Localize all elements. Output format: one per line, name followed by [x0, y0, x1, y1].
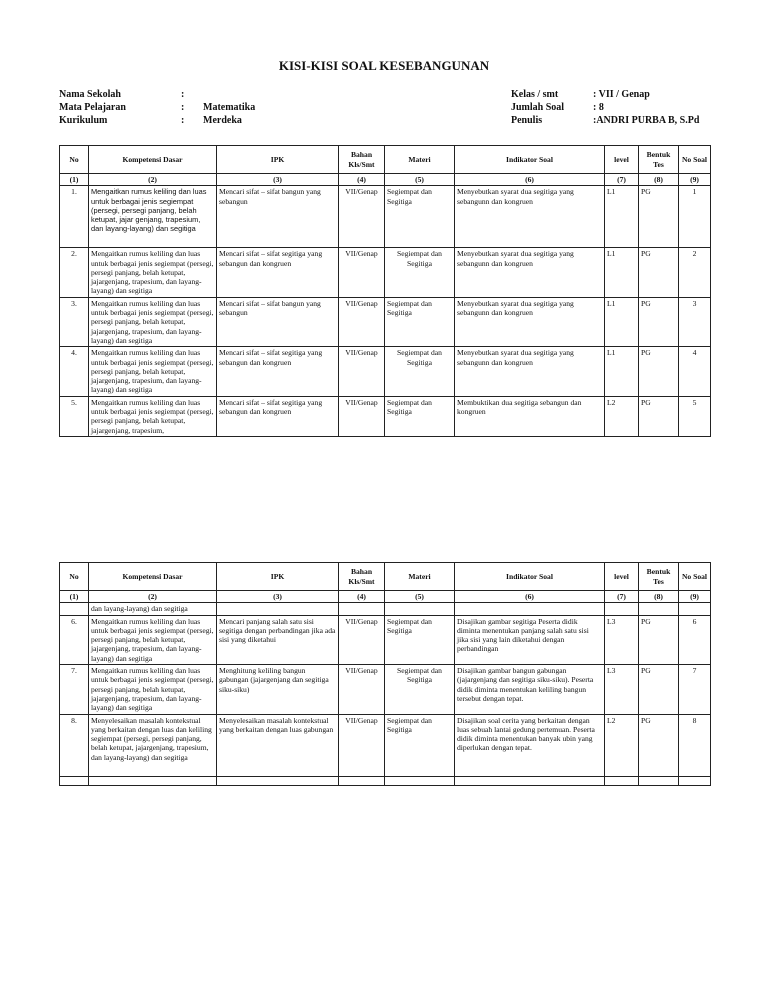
cell-materi: Segiempat dan Segitiga — [385, 615, 455, 664]
cell-bentuk-tes: PG — [639, 665, 679, 714]
column-number-7: (7) — [605, 591, 639, 603]
table-row — [60, 665, 711, 714]
cell-kompetensi-dasar: Mengaitkan rumus keliling dan luas untuk berbagai jenis segiempat (persegi, persegi panjang, belah ketupat, jajar genjang, trapesium, dan layang-layang) dan segitiga — [89, 186, 217, 248]
cell-level: L1 — [605, 297, 639, 346]
cell-bahan: VII/Genap — [339, 186, 385, 248]
cell-bentuk-tes: PG — [639, 615, 679, 664]
cell-kompetensi-dasar: Mengaitkan rumus keliling dan luas untuk berbagai jenis segiempat (persegi, persegi panjang, belah ketupat, jajargenjang, trapesium, dan layang-layang) dan segitiga — [89, 248, 217, 297]
cell-kompetensi-dasar: Mengaitkan rumus keliling dan luas untuk berbagai jenis segiempat (persegi, persegi panjang, belah ketupat, jajargenjang, trapesium, — [89, 396, 217, 436]
cell-indikator-soal: Menyebutkan syarat dua segitiga yang sebangunn dan kongruen — [455, 347, 605, 396]
cell-ipk: Mencari sifat – sifat bangun yang sebangun — [217, 297, 339, 346]
column-number-row — [60, 591, 711, 603]
header-indikator-soal: Indikator Soal — [455, 146, 605, 174]
cell-continuation — [455, 603, 605, 615]
cell-continuation — [339, 603, 385, 615]
cell-indikator-soal: Disajikan gambar bangun gabungan (jajargenjang dan segitiga siku-siku). Peserta didik diminta menentukan keliling bangun tersebut dengan tepat. — [455, 665, 605, 714]
cell-no-soal: 1 — [679, 186, 711, 248]
info-value: Merdeka — [203, 115, 242, 126]
info-row-kelas — [511, 88, 699, 101]
cell-materi: Segiempat dan Segitiga — [385, 396, 455, 436]
cell-empty — [639, 776, 679, 785]
cell-level: L1 — [605, 186, 639, 248]
cell-ipk: Menghitung keliling bangun gabungan (jajargenjang dan segitiga siku-siku) — [217, 665, 339, 714]
column-number-8: (8) — [639, 591, 679, 603]
cell-indikator-soal: Disajikan soal cerita yang berkaitan dengan luas sebuah lantai gedung pertemuan. Peserta didik diminta menentukan banyak ubin yang diperlukan dengan tepat. — [455, 714, 605, 776]
cell-empty — [455, 776, 605, 785]
cell-bahan: VII/Genap — [339, 665, 385, 714]
cell-empty — [385, 776, 455, 785]
cell-empty — [60, 776, 89, 785]
header-indikator-soal: Indikator Soal — [455, 563, 605, 591]
cell-ipk: Mencari sifat – sifat segitiga yang sebangun dan kongruen — [217, 248, 339, 297]
cell-bentuk-tes: PG — [639, 714, 679, 776]
column-number-2: (2) — [89, 591, 217, 603]
cell-level: L2 — [605, 396, 639, 436]
table-row-continuation — [60, 603, 711, 615]
column-number-6: (6) — [455, 174, 605, 186]
table-row — [60, 186, 711, 248]
cell-no-soal: 7 — [679, 665, 711, 714]
table-row — [60, 714, 711, 776]
info-label: Nama Sekolah — [59, 89, 121, 100]
cell-bentuk-tes: PG — [639, 396, 679, 436]
cell-continuation — [679, 603, 711, 615]
info-label: Kurikulum — [59, 115, 108, 126]
cell-continuation — [605, 603, 639, 615]
cell-indikator-soal: Membuktikan dua segitiga sebangun dan kongruen — [455, 396, 605, 436]
cell-materi: Segiempat dan Segitiga — [385, 297, 455, 346]
cell-no: 4. — [60, 347, 89, 396]
page-title: KISI-KISI SOAL KESEBANGUNAN — [278, 58, 490, 73]
header-no: No — [60, 146, 89, 174]
cell-indikator-soal: Menyebutkan syarat dua segitiga yang sebangunn dan kongruen — [455, 248, 605, 297]
info-label: Penulis — [511, 115, 543, 126]
header-bentuk-tes: Bentuk Tes — [639, 563, 679, 591]
cell-no-soal: 8 — [679, 714, 711, 776]
cell-bahan: VII/Genap — [339, 248, 385, 297]
column-number-2: (2) — [89, 174, 217, 186]
column-number-5: (5) — [385, 591, 455, 603]
cell-no: 1. — [60, 186, 89, 248]
kisi-kisi-table-page-1 — [59, 145, 711, 437]
cell-bahan: VII/Genap — [339, 297, 385, 346]
cell-no: 2. — [60, 248, 89, 297]
cell-materi: Segiempat dan Segitiga — [385, 347, 455, 396]
kisi-kisi-table-page-2 — [59, 562, 711, 786]
cell-materi: Segiempat dan Segitiga — [385, 714, 455, 776]
header-no-soal: No Soal — [679, 563, 711, 591]
cell-no: 5. — [60, 396, 89, 436]
header-kompetensi-dasar: Kompetensi Dasar — [89, 146, 217, 174]
column-number-1: (1) — [60, 174, 89, 186]
cell-level: L1 — [605, 248, 639, 297]
column-number-3: (3) — [217, 591, 339, 603]
info-row-sekolah — [59, 88, 323, 101]
table-row — [60, 347, 711, 396]
info-row-jumlah — [511, 101, 699, 114]
cell-empty — [339, 776, 385, 785]
table-row-empty — [60, 776, 711, 785]
header-materi: Materi — [385, 563, 455, 591]
info-colon: : — [181, 102, 185, 113]
cell-no-soal: 5 — [679, 396, 711, 436]
cell-kompetensi-dasar: Mengaitkan rumus keliling dan luas untuk berbagai jenis segiempat (persegi, persegi panjang, belah ketupat, jajargenjang, trapesium, dan layang-layang) dan segitiga — [89, 615, 217, 664]
cell-indikator-soal: Menyebutkan syarat dua segitiga yang sebangunn dan kongruen — [455, 297, 605, 346]
cell-kompetensi-dasar: Menyelesaikan masalah kontekstual yang berkaitan dengan luas dan keliling segiempat (persegi, persegi panjang, belah ketupat, jajargenjang, trapesium, dan layang-layang) dan segitiga — [89, 714, 217, 776]
cell-no: 6. — [60, 615, 89, 664]
header-materi: Materi — [385, 146, 455, 174]
cell-ipk: Mencari panjang salah satu sisi segitiga dengan perbandingan jika ada sisi yang diketahui — [217, 615, 339, 664]
info-row-mapel — [59, 101, 323, 114]
header-no-soal: No Soal — [679, 146, 711, 174]
column-number-7: (7) — [605, 174, 639, 186]
info-colon: : — [181, 115, 185, 126]
header-no: No — [60, 563, 89, 591]
header-level: level — [605, 563, 639, 591]
table-header-row — [60, 563, 711, 591]
table-row — [60, 297, 711, 346]
cell-continuation — [385, 603, 455, 615]
cell-bahan: VII/Genap — [339, 347, 385, 396]
cell-no: 3. — [60, 297, 89, 346]
column-number-3: (3) — [217, 174, 339, 186]
cell-continuation — [217, 603, 339, 615]
column-number-6: (6) — [455, 591, 605, 603]
cell-no-soal: 6 — [679, 615, 711, 664]
cell-bahan: VII/Genap — [339, 615, 385, 664]
column-number-row — [60, 174, 711, 186]
cell-kompetensi-dasar: Mengaitkan rumus keliling dan luas untuk berbagai jenis segiempat (persegi, persegi panjang, belah ketupat, jajargenjang, trapesium, dan layang-layang) dan segitiga — [89, 297, 217, 346]
cell-continuation — [60, 603, 89, 615]
cell-empty — [605, 776, 639, 785]
cell-continuation — [639, 603, 679, 615]
header-level: level — [605, 146, 639, 174]
cell-no-soal: 4 — [679, 347, 711, 396]
cell-ipk: Mencari sifat – sifat segitiga yang sebangun dan kongruen — [217, 347, 339, 396]
cell-bentuk-tes: PG — [639, 297, 679, 346]
document-info-right — [511, 88, 699, 127]
info-colon: : — [181, 89, 185, 100]
info-label: Jumlah Soal — [511, 102, 565, 113]
cell-bentuk-tes: PG — [639, 347, 679, 396]
cell-continuation: dan layang-layang) dan segitiga — [89, 603, 217, 615]
cell-level: L3 — [605, 665, 639, 714]
column-number-5: (5) — [385, 174, 455, 186]
cell-empty — [679, 776, 711, 785]
cell-ipk: Mencari sifat – sifat segitiga yang sebangun dan kongruen — [217, 396, 339, 436]
info-row-penulis — [511, 114, 699, 127]
cell-bentuk-tes: PG — [639, 186, 679, 248]
cell-no: 8. — [60, 714, 89, 776]
cell-no: 7. — [60, 665, 89, 714]
cell-no-soal: 2 — [679, 248, 711, 297]
cell-no-soal: 3 — [679, 297, 711, 346]
header-bahan: Bahan Kls/Smt — [339, 146, 385, 174]
info-value — [203, 88, 323, 101]
header-bentuk-tes: Bentuk Tes — [639, 146, 679, 174]
info-value: Matematika — [203, 102, 256, 113]
info-value: : VII / Genap — [593, 89, 650, 100]
cell-materi: Segiempat dan Segitiga — [385, 665, 455, 714]
info-label: Kelas / smt — [511, 89, 559, 100]
cell-bentuk-tes: PG — [639, 248, 679, 297]
cell-bahan: VII/Genap — [339, 396, 385, 436]
table-row — [60, 615, 711, 664]
cell-kompetensi-dasar: Mengaitkan rumus keliling dan luas untuk berbagai jenis segiempat (persegi, persegi panjang, belah ketupat, jajargenjang, trapesium, dan layang-layang) dan segitiga — [89, 665, 217, 714]
cell-indikator-soal: Disajikan gambar segitiga Peserta didik diminta menentukan panjang salah satu sisi jika sisi yang lain diketahui dengan perbandingan — [455, 615, 605, 664]
info-value: :ANDRI PURBA B, S.Pd — [593, 115, 700, 126]
table-row — [60, 396, 711, 436]
table-row — [60, 248, 711, 297]
cell-ipk: Mencari sifat – sifat bangun yang sebangun — [217, 186, 339, 248]
header-bahan: Bahan Kls/Smt — [339, 563, 385, 591]
cell-indikator-soal: Menyebutkan syarat dua segitiga yang sebangunn dan kongruen — [455, 186, 605, 248]
column-number-4: (4) — [339, 174, 385, 186]
column-number-9: (9) — [679, 174, 711, 186]
header-ipk: IPK — [217, 563, 339, 591]
cell-level: L2 — [605, 714, 639, 776]
cell-empty — [89, 776, 217, 785]
cell-kompetensi-dasar: Mengaitkan rumus keliling dan luas untuk berbagai jenis segiempat (persegi, persegi panjang, belah ketupat, jajargenjang, trapesium, dan layang-layang) dan segitiga — [89, 347, 217, 396]
cell-empty — [217, 776, 339, 785]
info-row-kurikulum — [59, 114, 323, 127]
column-number-8: (8) — [639, 174, 679, 186]
cell-ipk: Menyelesaikan masalah kontekstual yang berkaitan dengan luas gabungan — [217, 714, 339, 776]
column-number-1: (1) — [60, 591, 89, 603]
header-kompetensi-dasar: Kompetensi Dasar — [89, 563, 217, 591]
cell-level: L1 — [605, 347, 639, 396]
column-number-4: (4) — [339, 591, 385, 603]
table-header-row — [60, 146, 711, 174]
document-info-left — [59, 88, 323, 127]
info-label: Mata Pelajaran — [59, 102, 126, 113]
info-value: : 8 — [593, 102, 604, 113]
column-number-9: (9) — [679, 591, 711, 603]
cell-bahan: VII/Genap — [339, 714, 385, 776]
header-ipk: IPK — [217, 146, 339, 174]
cell-materi: Segiempat dan Segitiga — [385, 248, 455, 297]
cell-materi: Segiempat dan Segitiga — [385, 186, 455, 248]
cell-level: L3 — [605, 615, 639, 664]
